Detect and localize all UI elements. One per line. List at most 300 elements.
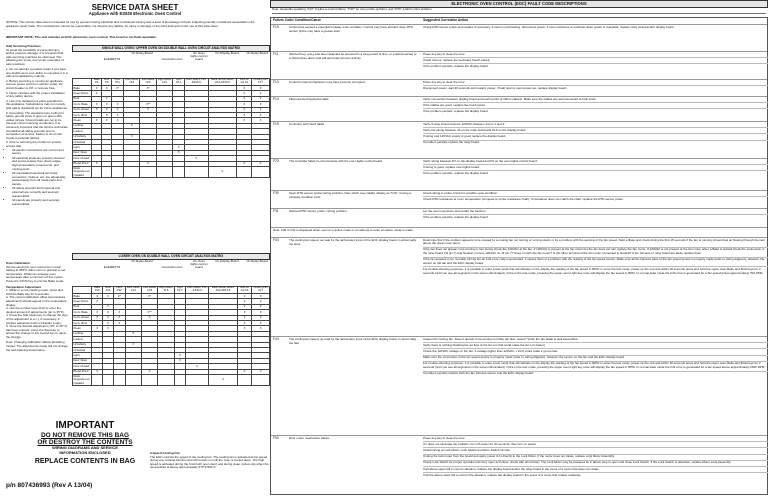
fault-row — [271, 51, 767, 79]
fault-action: Make sure the connection of the fan speed sensor is properly made (refer to wiring diagram), between the sensor on the fan and the EOC display board. — [423, 356, 768, 362]
matrix-column-header: Door Switch P10-3/P10-5 — [186, 78, 207, 85]
fault-actions — [423, 97, 768, 115]
matrix-cell — [252, 166, 270, 177]
matrix-cell: X — [92, 299, 103, 304]
matrix-row-label: Locking — [73, 123, 92, 128]
fault-action: Press any key to clear the error. — [423, 80, 768, 86]
matrix-cell: X — [252, 315, 270, 320]
fault-row — [271, 79, 767, 96]
matrix-cell: X — [102, 86, 112, 91]
matrix-cell: X — [92, 315, 103, 320]
matrix-display-label: On Display Board — [215, 51, 239, 55]
matrix-cell: X — [124, 134, 140, 139]
matrix-cell: X — [237, 315, 251, 320]
fault-code: F13 — [273, 80, 279, 84]
matrix-column-header: Light P2-1 — [173, 79, 185, 86]
sheet-subtitle: Appliance with ES630 Electronic Oven Control — [88, 11, 182, 16]
safety-item: 2. Before servicing or moving an appliance, remove power cord from electric outlet, trip circuit breaker to Off, or remove fuse. — [6, 78, 64, 91]
fault-action: If the cables are good, replace the touch panel. — [423, 103, 768, 109]
fault-code: F43 — [273, 238, 279, 242]
fault-action: If problem persists replace both the fan harness sensor and the EOC display board. — [423, 371, 534, 376]
matrix-cell — [141, 374, 157, 385]
matrix-row — [73, 374, 270, 385]
matrix-cell — [237, 374, 251, 385]
matrix-column-header: Broil P10 — [103, 287, 114, 294]
matrix-column-header: Rack Sense Switch P12-2/P12-5 — [209, 287, 237, 294]
eoc-important-note: IMPORTANT NOTE: This unit includes an EOC (electronic oven control). This board is not field-repairable. — [6, 35, 157, 39]
matrix-cell: X — [237, 112, 252, 117]
fault-action: If all above steps fail to correct situation, replace the display board and/or the relay board in the event of a motor that does not rotate. — [423, 467, 768, 473]
fault-code-note: Note: Generally speaking "F1X" implies a control failure, "F3X" an oven probe problem, and "F9X" a latch motor problem. — [272, 8, 766, 14]
matrix-display-label: On Display Board — [215, 259, 239, 263]
matrix-cell: X — [103, 320, 114, 325]
cooling-fan-text: The EOC controls the speed of the cooling fan. The cooling fan is activated at low speed during any cooking function and will remain on until the oven is cooled down. The high speed is activated during the broil (with open door) and during clean cycles only when the temperature is above approximately 575°F/302°C. — [150, 454, 269, 470]
matrix-row-label: Light — [73, 353, 92, 358]
fault-action: Check RTD sensor probe and replace if necessary. If oven is overheating, disconnect power. If oven continues to overheat when power is reapplied, replace relay board and/or display board. — [423, 24, 675, 29]
calibration-step: 2. The current calibration offset (temperature adjustment) should appear in the temperature display. — [6, 295, 67, 307]
fault-condition: Door motor mechanism failure. — [289, 436, 331, 440]
matrix-cell: X* — [141, 294, 157, 299]
matrix-row-label: Conv. Roast — [73, 315, 92, 320]
matrix-fan-label: Convection Fan — [161, 265, 183, 269]
matrix-cell: X — [174, 358, 186, 363]
matrix-cell: X — [92, 118, 102, 123]
cooling-fan-title: 2-Speed Cooling Fan — [150, 451, 180, 455]
do-not-remove-2: OR DESTROY THE CONTENTS — [37, 438, 133, 446]
matrix-cell: X — [141, 369, 157, 374]
fault-col-condition: Failure Code/ Condition/Cause — [273, 18, 321, 22]
fault-action: For trouble-shooting purposes, it is possible to enter a test mode that will indicate on the display the reading of the fan speed in RPM: to enter the test mode, power-up the unit and within 30 seconds press and hold the upper oven Bake and Broil keys for 3 seconds (until you see all segments in the screen illuminated). Once in the test mode, pressing the upper oven Light key once will display the fan speed in RPM. In normal state mode the F44 error is generated for a fan speed above approximately 2500 RPM. — [423, 362, 768, 372]
fault-action: Check RTD resistance at room temperature (compare to probe resistance chart). If resistance does not match the chart, replace the RTD sensor probe. — [423, 196, 624, 201]
fault-action: If all the above steps fail to correct the situation, replace the display board in the event of a motor that rotates endlessly. — [423, 472, 582, 477]
matrix-cell: X — [112, 118, 124, 123]
fault-action: If the fan does not appear to be turning or turn slowly check the 120VAC at the fan. If 120VAC is present at the fan motor but the fan does not turn replace the fan motor. If 120VAC is not present at the fan motor when a Bake is started check the connection to the relay board (J3 pin 7) and Neutral. Is there 120VAC on J3 pin 7? Does it reach the fan motor? Is the other terminal of the fan motor connected to Neutral? If the harness or relay board are faulty replace them. — [423, 248, 768, 258]
fault-condition: Open RTD sensor probe/ wiring problem. Note: EOC may initially display an "F10", forcing a runaway condition exist. — [289, 191, 411, 199]
matrix-cell: X — [103, 294, 114, 299]
matrix-cell — [113, 374, 125, 385]
matrix-cell: X — [92, 86, 102, 91]
matrix-cell: X — [140, 107, 156, 112]
matrix-column-header: Broil P9 — [102, 79, 112, 86]
matrix-cell: X* — [140, 86, 156, 91]
matrix-cell: X — [113, 310, 125, 315]
fault-action: Check Lock Switch for proper operation (do they open and close, check with ohmmeter). The Lock Motor may be powered as in above step to open and close Lock Switch. If the Lock Switch is defective, replace Motor Lock Assembly. — [423, 461, 768, 467]
matrix-column-header: High speed J4-5 — [159, 286, 173, 293]
fault-action: Inspect the cooling fan. Does it appear to be turning normally (air flow, noise)? Verify the fan blade is well assembled. — [423, 337, 768, 343]
calibration-step: 5. Once the desired adjustment (-35° to 35° F) has been entered, press the Start key to accept the change or the Cancel key to reject the change. — [6, 324, 68, 339]
matrix-row-label: Unlocking — [73, 134, 92, 139]
matrix-header-row — [73, 79, 270, 86]
matrix-cell: X — [141, 315, 157, 320]
matrix-cell: X — [103, 304, 114, 309]
matrix-cell: X — [252, 118, 270, 123]
matrix-cell: X — [237, 107, 252, 112]
fault-actions — [423, 80, 768, 91]
matrix-row-label: Bread Proof — [73, 161, 92, 166]
matrix-cell: X — [237, 96, 252, 101]
fault-row — [271, 96, 767, 121]
matrix-elements-label: ELEMENTS — [103, 57, 121, 61]
fault-code: F44 — [273, 337, 279, 341]
matrix-column-header: Door Switch P12-3/P12-5 — [187, 286, 208, 293]
matrix-cell: X — [92, 326, 103, 331]
matrix-cell: X — [237, 320, 251, 325]
fault-action: Unplug the lock motor from the board and apply power (L1) directly to the Lock Motor. If the motor does not rotate, replace Lock Motor Assembly. — [423, 455, 768, 461]
fault-actions — [423, 25, 768, 30]
safety-section — [6, 45, 68, 207]
matrix-row-label: Broil — [73, 304, 92, 309]
matrix-cell — [174, 374, 186, 385]
fault-code-banner: ELECTRONIC OVEN CONTROL (EOC) FAULT CODE DESCRIPTIONS — [270, 0, 768, 8]
matrix-cell: X — [252, 326, 270, 331]
wiring-note-1: WIRING DIAGRAMS AND SERVICE — [51, 445, 118, 451]
fault-code: F15 — [273, 122, 279, 126]
matrix-cell — [124, 166, 140, 177]
matrix-row-label: Conv. Bake — [73, 102, 92, 107]
matrix-cell: X — [174, 353, 186, 358]
matrix-cell: X — [112, 107, 124, 112]
matrix-cell: X — [92, 369, 103, 374]
fault-action: Verify if relay board receives 120VAC between J4 pin 1 and 3. — [423, 122, 768, 128]
matrix-cell: X — [124, 123, 140, 128]
matrix-cell: X — [237, 118, 252, 123]
fault-action: If the fan appears to be normally turning but an F43 error code is generated, it means there is a problem with the reading of the fan speed sensor. Make sure all the harness parts of the fan speed sensor is properly made (refer to wiring diagram), between the sensor on the fan and the EOC display board. — [423, 258, 768, 268]
matrix-row-label: Door Open — [73, 358, 92, 363]
safety-bullet: • All safety grounds (both internal and external) are correctly and securely reassembled. — [12, 187, 68, 198]
wiring-note-2: INFORMATION ENCLOSED — [59, 450, 111, 456]
matrix-column-header: Door Motor J4-5 — [126, 286, 140, 293]
fault-actions — [423, 337, 768, 377]
fault-row — [271, 237, 767, 336]
matrix-row-label: Conv. Broil — [73, 112, 92, 117]
calibration-section — [6, 262, 68, 352]
matrix-column-header: Low speed J3-8 — [141, 78, 155, 85]
matrix-cell: X — [102, 96, 112, 101]
matrix-row-label: Bake — [73, 86, 92, 91]
matrix-cell — [92, 166, 102, 177]
fault-action: If the problem persists, replace the display board. — [423, 108, 489, 113]
fault-actions — [423, 52, 768, 70]
fault-action: Verify connection between display board and touch panel (2 ribbon cables). Make sure the cables are well connected at both ends. — [423, 97, 768, 103]
fault-action: If the problem persists, replace the display board. — [423, 214, 489, 219]
sheet-title: SERVICE DATA SHEET — [91, 3, 179, 12]
matrix-cell: X — [252, 102, 270, 107]
fault-action: If wiring is good, replace oven lights board. — [423, 165, 768, 171]
matrix-lower — [72, 260, 270, 386]
part-number: p/n 807436993 (Rev A 13/04) — [6, 482, 93, 489]
safety-bullet: • All electrical leads are properly dressed and secured away from sharp edges, high-temperature components, and moving parts. — [12, 157, 68, 171]
fault-action: Press any key to clear the error. — [423, 52, 768, 58]
safety-title: Safe Servicing Practices — [6, 44, 41, 48]
matrix-cell: X — [252, 299, 270, 304]
matrix-column-header: Low speed J4-8 — [143, 286, 156, 293]
matrix-cell — [140, 166, 156, 177]
fault-condition: Control has sensed a potential runaway oven condition. Control may have shorted relay, RTD sensor probe may have a grease load. — [289, 25, 413, 33]
matrix-row-label: Broil — [73, 96, 92, 101]
matrix-column-header: DLB L2 out P1 — [237, 79, 252, 86]
matrix-cell: X — [237, 369, 251, 374]
fault-action: If it does not eliminate the problem, turn off power for 30 seconds, then turn on power. — [423, 442, 768, 448]
matrix-cell: X* — [113, 294, 125, 299]
matrix-cell: X — [252, 96, 270, 101]
fault-col-correction: Suggested Corrective Action — [423, 18, 469, 22]
matrix-cell: X** — [141, 310, 157, 315]
safety-item: 6. Prior to returning the product to service, ensure that: — [6, 140, 63, 148]
fault-action: For trouble-shooting purposes, it is possible to enter a test mode that will indicate on the display the reading of the fan speed in RPM: to enter the test mode, power-up the unit and within 30 seconds press and hold the upper oven Bake and Broil keys for 3 seconds (until you see all segments in the screen illuminated). Once in the test mode, pressing the upper oven Light key once will display the fan speed in RPM. In normal state mode the F43 error is generated for a fan speed below approximately 700 RPM. — [423, 266, 764, 275]
matrix-cell — [252, 374, 270, 385]
matrix-cell: X — [209, 374, 237, 385]
safety-bullet: • All panels are properly and securely reassembled. — [12, 199, 68, 206]
matrix-cell — [237, 166, 252, 177]
calibration-step: 3. Use the number keys (0-9) to enter the desired amount of adjustments (up to 35°F). — [6, 306, 65, 314]
safety-item: 4. Use only replacement parts specified for this appliance. Substitutions may not comply with safety standards set for home appliances. — [6, 98, 68, 110]
matrix-lower-banner: LOWER OVEN ON DOUBLE WALL OVEN CIRCUIT ANALYSIS MATRIX — [72, 253, 270, 260]
matrix-cell: X — [252, 161, 270, 166]
matrix-cell: X — [237, 91, 252, 96]
matrix-column-header: Cooling Fan J3-7 — [253, 286, 268, 293]
matrix-cell: X — [173, 145, 185, 150]
fault-action: If fault returns, replace the keyboard (touch panel). — [423, 58, 768, 64]
matrix-row-label: Locking — [73, 331, 92, 336]
matrix-cell: X* — [112, 86, 124, 91]
fault-code: F11 — [273, 52, 279, 56]
matrix-cell — [102, 166, 112, 177]
matrix-cell: X — [184, 156, 208, 161]
matrix-row-label: Locked — [73, 129, 92, 134]
matrix-row-label: Door Open — [73, 150, 92, 155]
matrix-cell: X — [237, 299, 251, 304]
matrix-cell: X** — [140, 102, 156, 107]
matrix-cell: X — [103, 326, 114, 331]
calibration-text: Set the electronic oven control for normal baking at 350°F. Allow oven to preheat to set temperature. Obtain an average oven temperature after a minimum of five cycles. Press the STOP key to end the Bake mode. — [6, 264, 66, 283]
important-label: IMPORTANT — [55, 420, 115, 431]
calibration-step: 4. Press the Self Clean key to change the sign of the adjustment to a (-), if necessary. A positive adjustment will not display a sign. — [6, 313, 68, 325]
replace-contents: REPLACE CONTENTS IN BAG — [34, 457, 136, 465]
fault-actions — [423, 122, 768, 146]
matrix-cell: X — [113, 320, 125, 325]
matrix-cell: X — [102, 107, 112, 112]
matrix-corner — [73, 79, 92, 86]
matrix-cell: X — [252, 91, 270, 96]
matrix-cell: X — [237, 161, 252, 166]
matrix-column-header: High speed J3-4 — [157, 78, 172, 85]
matrix-cell: X — [125, 342, 141, 347]
matrix-row-label: Conv. Bake — [73, 310, 92, 315]
matrix-cell: X — [112, 102, 124, 107]
matrix-cell — [186, 374, 209, 385]
cooling-fan-note — [150, 452, 270, 470]
fault-row — [271, 208, 767, 226]
matrix-cell: X — [102, 118, 112, 123]
matrix-row-label: Door Closed — [73, 156, 92, 161]
matrix-row-label: Rack Supports not Installed — [73, 374, 92, 385]
matrix-row-label: Light — [73, 145, 92, 150]
matrix-cell: X — [102, 112, 112, 117]
matrix-column-header: DLB L2 out P3 — [237, 287, 251, 294]
matrix-column-header: Rack Sense Switch P10-2/P10-5 — [208, 79, 237, 86]
safety-bullet: • All electric connections are correct and secure. — [12, 149, 68, 156]
matrix-upper — [72, 52, 270, 178]
fault-code: F14 — [273, 97, 279, 101]
matrix-lower-table — [72, 286, 270, 386]
matrix-cell — [112, 166, 124, 177]
matrix-row-label: Clean — [73, 118, 92, 123]
fault-action: Disconnect power, wait 30 seconds and reapply power. If fault returns upon power-up, replace display board. — [423, 85, 568, 90]
fault-action: If wiring and 120VAC supply is good replace the display board. — [423, 134, 768, 140]
safety-item: 5. Grounding: The standard color coding for safety ground wires is green or green with yellow stripes. Ground leads are not to be used as current carrying conductors. It is extremely important that the service technician reestablish all safety grounds prior to completion of service. Failure to do so will create a potential hazard. — [6, 110, 68, 140]
matrix-cell: X — [237, 310, 251, 315]
matrix-cell: X — [237, 326, 251, 331]
fault-code: F31 — [273, 209, 279, 213]
matrix-cell: X — [237, 294, 251, 299]
matrix-cell: X — [92, 91, 102, 96]
fault-action: If the problem persists, replace the display board. — [423, 63, 489, 68]
fault-action: Verify there is nothing blocking the air flow of the fan (so that could make the fan turn faster). — [423, 343, 768, 349]
fault-condition: Controller self check failed. — [289, 122, 326, 126]
matrix-lights-label: On Oven lights control board — [190, 259, 208, 270]
fault-actions — [423, 238, 768, 276]
matrix-cell: X — [252, 107, 270, 112]
matrix-cell: X — [103, 310, 114, 315]
matrix-cell: X — [92, 310, 103, 315]
matrix-cell: X — [237, 304, 251, 309]
matrix-cell — [103, 374, 114, 385]
matrix-cell: X — [92, 107, 102, 112]
fault-condition: Shorted Key: a key has been detected as pressed for a long period of time, or a disconnected or a shorted key alarm and will terminate all oven activity. — [289, 52, 417, 60]
matrix-column-header: Cooling Fan J3-7 — [253, 78, 268, 85]
calibration-step: 1. While in a non-cooking mode, press and hold the Bake key for 6 seconds. — [6, 288, 63, 296]
matrix-cell — [125, 374, 141, 385]
matrix-fan-label: Convection Fan — [161, 57, 183, 61]
fault-condition: Control's internal checksum may have become corrupted. — [289, 80, 366, 84]
fault-action: Press any key to clear the error. — [423, 436, 768, 442]
matrix-column-header: Light P2-7 — [174, 287, 186, 294]
fault-row — [271, 24, 767, 51]
matrix-row-label: Locked — [73, 337, 92, 342]
fault-action: If problem persists replace the relay board. — [423, 140, 480, 145]
matrix-row-label: Unlocked — [73, 139, 92, 144]
matrix-cell — [156, 166, 173, 177]
matrix-row-label: Conv. Roast — [73, 107, 92, 112]
matrix-row-label: Bread Proof — [73, 369, 92, 374]
fault-actions — [423, 209, 768, 220]
fault-code: F30 — [273, 191, 279, 195]
matrix-row-label: Rack Supports not Installed — [73, 166, 92, 177]
fault-row — [271, 190, 767, 208]
matrix-cell: X — [237, 86, 252, 91]
fault-condition: The controller failed to communicate with the oven lights control board. — [289, 159, 383, 163]
matrix-lights-label: On Oven lights control board — [190, 51, 208, 62]
matrix-cell: X — [186, 364, 209, 369]
fault-action: Verify the wiring between J2 on the relay board and P16 on the display board. — [423, 128, 768, 134]
bag-notice — [30, 420, 140, 466]
matrix-cell: X — [237, 102, 252, 107]
temp-adjust-title: Temperature Adjustment — [6, 284, 42, 289]
matrix-cell: X — [113, 315, 125, 320]
fault-code: F23 — [273, 159, 279, 163]
fault-actions — [423, 159, 768, 177]
matrix-cell: X — [140, 161, 156, 166]
matrix-relay-label: On Relay Board — [246, 51, 268, 55]
fault-condition: Misconnected keyboard cable — [289, 97, 329, 101]
matrix-column-header: Conv. P11 — [112, 79, 124, 86]
matrix-cell: X — [92, 102, 102, 107]
matrix-row-label: Keep Warm — [73, 91, 92, 96]
matrix-row-label: Keep Warm — [73, 299, 92, 304]
matrix-cell: X — [102, 102, 112, 107]
fault-action: If the problem persists, replace the display board. — [423, 170, 489, 175]
fault-action: Check the 120VAC voltage on the fan. A voltage higher than 120VAC + 10% could make it go too fast. — [423, 349, 768, 355]
fault-note: Note: F30 or F31 is displayed when oven is in active mode or an attempt to enter an active mode is made. — [271, 227, 767, 236]
fault-action: Check wiring in probe circuit for possible open condition. — [423, 191, 768, 197]
matrix-cell: X — [252, 304, 270, 309]
matrix-cell: X — [112, 112, 124, 117]
fault-row — [271, 336, 767, 434]
fault-actions — [423, 191, 768, 202]
matrix-row-label: Conv. Broil — [73, 320, 92, 325]
matrix-relay-group: On Relay Board — [131, 51, 153, 55]
safety-intro: To avoid the possibility of personal injury and/or property damage, it is important that safe servicing practices be observed. The following are some, but not all, examples of safe practices. — [6, 47, 64, 66]
calibration-note: Note: Changing calibration affects all baking modes. The adjustments made will not change the self-cleaning temperature. — [6, 340, 68, 352]
safety-bullets — [12, 149, 68, 207]
matrix-cell — [158, 374, 174, 385]
fault-action: Let the oven cool down and restart the function. — [423, 209, 768, 215]
matrix-cell: X — [252, 294, 270, 299]
matrix-cell: X — [252, 310, 270, 315]
do-not-remove-1: DO NOT REMOVE THIS BAG — [40, 431, 130, 439]
matrix-cell: X — [252, 369, 270, 374]
fault-action: Determine first if the problem appears to be caused by a cooling fan not turning or turning slowly or by a problem with the sensing of the fan speed. Start a Bake and check during the first 15 seconds if the fan is running (should feel air flowing through the vent above the upper oven door). — [423, 238, 768, 248]
fault-action: Check wiring of Lock Motor, Lock Switch and Door Switch circuits. — [423, 448, 768, 454]
matrix-relay-group: On Relay Board — [131, 259, 153, 263]
fault-condition: Shorted RTD sensor probe / wiring problem. — [289, 209, 348, 213]
notice-text: NOTICE: This service data sheet is intended for use by persons having electrical and mechanical training and a level of knowledge of these subjects generally considered acceptable in the appliance repair trade. The manufacturer cannot be responsible, nor assume any liability, for injury or damage of any kind arising from the use of this data sheet. — [6, 20, 255, 28]
fault-row — [271, 158, 767, 190]
matrix-column-header: Bake P10 — [92, 287, 103, 294]
matrix-row — [73, 166, 270, 177]
fault-row — [271, 435, 767, 495]
matrix-column-header: Conv. P12 — [113, 287, 125, 294]
matrix-cell — [173, 166, 185, 177]
calibration-title: Oven Calibration — [6, 261, 31, 265]
fault-condition: The cooling fan speed, as read by the tachometer input of the EOC display board, is abnormally too fast. — [289, 337, 417, 345]
safety-bullet: • All uninsulated electrical terminals, connectors, heaters, etc. are adequately spaced away from all metal parts and panels. — [12, 172, 68, 186]
matrix-cell: X — [252, 86, 270, 91]
matrix-cell — [92, 374, 103, 385]
matrix-cell: X — [173, 150, 185, 155]
matrix-row-label: Door Closed — [73, 364, 92, 369]
fault-code: F90 — [273, 436, 279, 440]
matrix-column-header: Door Motor J3-5 — [125, 78, 139, 85]
matrix-cell: X — [103, 315, 114, 320]
matrix-row-label: Bake — [73, 294, 92, 299]
matrix-upper-banner: SINGLE WALL OVEN / UPPER OVEN ON DOUBLE WALL OVEN CIRCUIT ANALYSIS MATRIX — [72, 45, 270, 52]
matrix-corner — [73, 287, 92, 294]
matrix-header-row — [73, 287, 270, 294]
fault-condition: The cooling fan speed, as read by the tachometer input of the EOC display board, is abnormally too slow. — [289, 238, 417, 246]
matrix-cell: X — [92, 161, 102, 166]
fault-actions — [423, 436, 768, 478]
matrix-relay-label: On Relay Board — [246, 259, 268, 263]
matrix-column-header: Bake P9 — [92, 79, 102, 86]
matrix-elements-label: ELEMENTS — [103, 265, 121, 269]
matrix-cell — [184, 166, 208, 177]
fault-code: F10 — [273, 25, 279, 29]
safety-item: 1. Do not attempt a product repair if you have any doubts as to your ability to complete it in a safe and satisfactory manner. — [6, 67, 68, 79]
safety-item: 3. Never interfere with the proper installation of any safety device. — [6, 90, 65, 99]
matrix-cell: X — [125, 331, 141, 336]
matrix-cell: X — [252, 112, 270, 117]
